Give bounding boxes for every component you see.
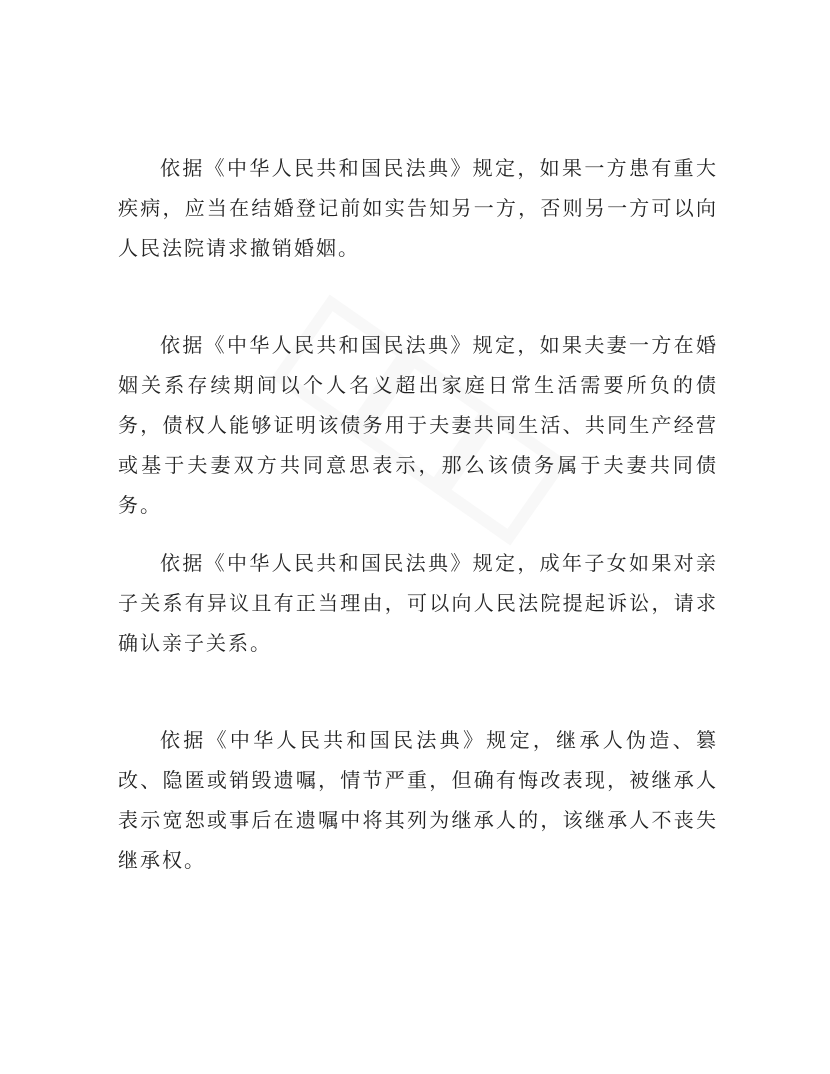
paragraph-2: 依据《中华人民共和国民法典》规定，如果夫妻一方在婚姻关系存续期间以个人名义超出家庭日常生活需要所负的债务，债权人能够证明该债务用于夫妻共同生活、共同生产经营或基于夫妻双方共同意思表示，那么该债务属于夫妻共同债务。 [118,333,718,517]
paragraph-3: 依据《中华人民共和国民法典》规定，成年子女如果对亲子关系有异议且有正当理由，可以向人民法院提起诉讼，请求确认亲子关系。 [118,551,718,655]
paragraph-1: 依据《中华人民共和国民法典》规定，如果一方患有重大疾病，应当在结婚登记前如实告知另一方，否则另一方可以向人民法院请求撤销婚姻。 [118,156,718,260]
paragraph-4: 依据《中华人民共和国民法典》规定，继承人伪造、篡改、隐匿或销毁遗嘱，情节严重，但确有悔改表现，被继承人表示宽恕或事后在遗嘱中将其列为继承人的，该继承人不丧失继承权。 [118,728,718,872]
